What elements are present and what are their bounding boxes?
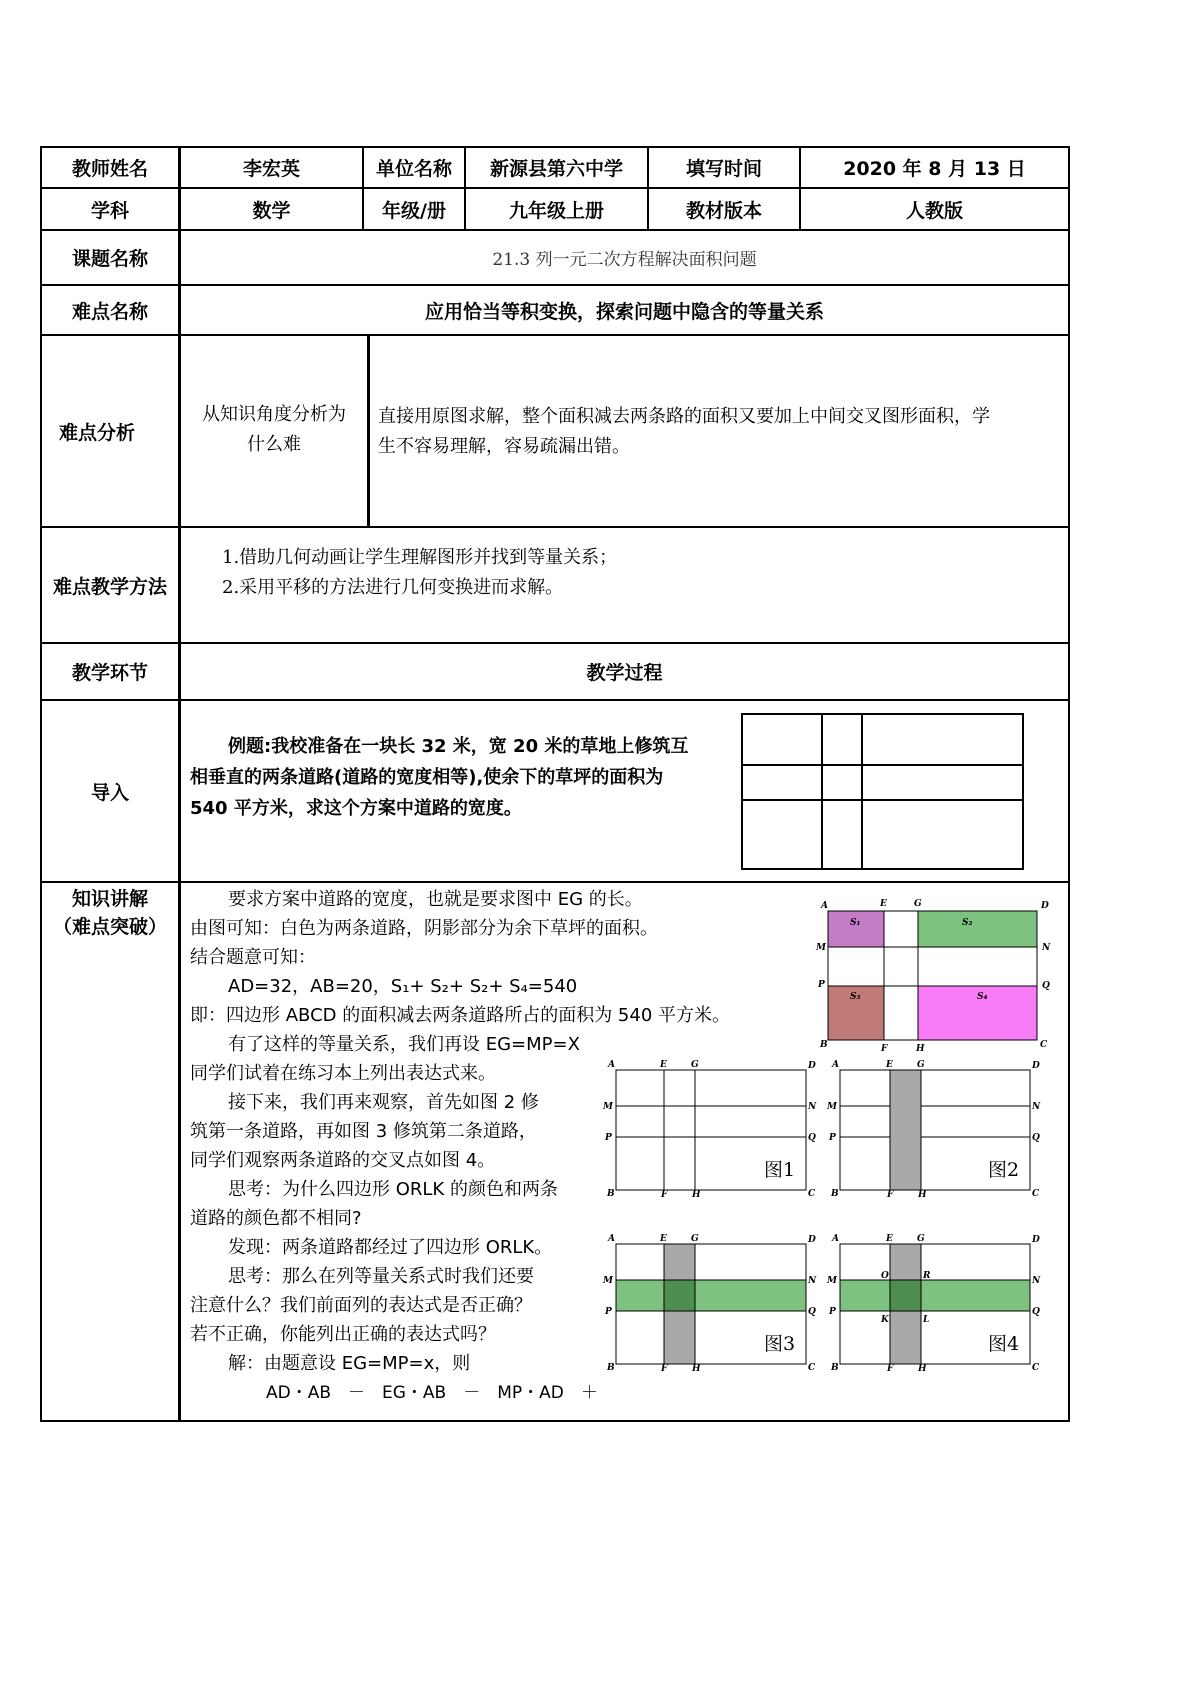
knowledge-line: 有了这样的等量关系，我们再设 EG=MP=X [228,1034,580,1055]
analysis-text-line: 直接用原图求解，整个面积减去两条路的面积又要加上中间交叉图形面积，学 [378,406,990,427]
method-label: 难点教学方法 [52,575,167,598]
intro-diagram [740,712,1026,872]
main-figure [812,895,1052,1055]
point-label: N [1042,943,1051,953]
difficulty-label: 难点名称 [71,300,148,323]
edition-value: 人教版 [905,199,963,222]
figure-label: C [808,1363,816,1373]
subject-label: 学科 [90,199,129,222]
unit-name-value: 新源县第六中学 [489,158,623,180]
figure-label: P [829,1307,836,1317]
figure-caption: 图3 [764,1333,796,1355]
figure-label: G [691,1060,699,1070]
s1-region [828,911,884,947]
figure-label: A [608,1234,615,1244]
teacher-name-value: 李宏英 [242,158,300,180]
figure-label: M [827,1102,837,1112]
s2-region [918,911,1037,947]
figure-label: C [1032,1363,1040,1373]
knowledge-label-line: 知识讲解 [71,888,148,910]
figure-caption: 图4 [988,1333,1020,1355]
figure-label: H [918,1364,927,1374]
table-line [41,881,1070,883]
method-item: 1.借助几何动画让学生理解图形并找到等量关系； [222,547,618,568]
figure-label: L [923,1315,930,1325]
figure-label: R [923,1271,931,1281]
knowledge-line: 道路的颜色都不相同? [190,1208,362,1229]
date-value: 2020 年 8 月 13 日 [843,158,1026,180]
figure-label: G [917,1234,925,1244]
knowledge-line: 要求方案中道路的宽度，也就是要求图中 EG 的长。 [228,889,643,910]
intro-line: 相垂直的两条道路(道路的宽度相等),使余下的草坪的面积为 [190,767,664,788]
figure-label: G [691,1234,699,1244]
intro-line: 例题:我校准备在一块长 32 米，宽 20 米的草地上修筑互 [228,736,689,757]
point-label: H [916,1044,925,1054]
figure-label: P [605,1307,612,1317]
figure-label: B [831,1189,839,1199]
figure-3 [600,1232,815,1372]
point-label: P [818,980,825,990]
figure-label: M [827,1276,837,1286]
figure-label: N [1032,1102,1041,1112]
figure-label: H [918,1190,927,1200]
figure-1 [600,1058,815,1198]
figure-label: Q [1032,1133,1040,1143]
figure-label: N [808,1102,817,1112]
figure-label: P [829,1133,836,1143]
figure-label: B [607,1363,615,1373]
figure-2 [826,1058,1041,1198]
figure-label: D [808,1061,816,1071]
point-label: B [820,1040,828,1050]
figure-label: B [607,1189,615,1199]
figure-4 [826,1232,1041,1372]
knowledge-line: 若不正确，你能列出正确的表达式吗？ [190,1324,496,1345]
knowledge-line: 由图可知：白色为两条道路，阴影部分为余下草坪的面积。 [190,918,658,939]
table-line [41,334,1070,336]
method-list [222,543,617,603]
figure-label: A [608,1060,615,1070]
point-label: D [1041,901,1049,911]
point-label: A [821,901,828,911]
analysis-text [378,402,1068,462]
analysis-label: 难点分析 [58,421,135,444]
difficulty-value: 应用恰当等积变换，探索问题中隐含的等量关系 [424,300,824,323]
figure-label: A [832,1234,839,1244]
table-line [367,334,370,528]
table-line [41,526,1070,528]
figure-label: H [692,1364,701,1374]
knowledge-line: 结合题意可知： [190,947,316,968]
analysis-sub-label-line: 什么难 [247,434,301,455]
figure-label: E [660,1234,667,1244]
figure-label: M [603,1276,613,1286]
point-label: E [880,899,887,909]
figure-label: F [887,1190,894,1200]
figure-label: E [660,1060,667,1070]
figure-label: E [886,1060,893,1070]
analysis-sub-label-line: 从知识角度分析为 [202,404,346,425]
knowledge-line: AD=32，AB=20，S₁+ S₂+ S₂+ S₄=540 [228,976,578,997]
table-border-bottom [41,1420,1070,1422]
figure-label: D [1032,1235,1040,1245]
point-label: Q [1042,981,1050,991]
figure-label: F [887,1364,894,1374]
knowledge-line: 同学们观察两条道路的交叉点如图 4。 [190,1150,496,1171]
unit-name-label: 单位名称 [375,158,452,180]
figure-label: B [831,1363,839,1373]
figure-label: Q [1032,1307,1040,1317]
knowledge-line: 发现：两条道路都经过了四边形 ORLK。 [228,1237,553,1258]
point-label: M [816,943,826,953]
intro-label: 导入 [90,781,129,804]
figure-label: F [661,1190,668,1200]
figure-label: C [808,1189,816,1199]
figure-caption: 图2 [988,1159,1020,1181]
figure-label: D [1032,1061,1040,1071]
table-line [178,146,181,1422]
figure-label: M [603,1102,613,1112]
table-border-right [1068,146,1070,1422]
figure-label: P [605,1133,612,1143]
figure-label: H [692,1190,701,1200]
grade-value: 九年级上册 [508,199,604,222]
figure-label: E [886,1234,893,1244]
figure-label: C [1032,1189,1040,1199]
topic-label: 课题名称 [71,248,148,270]
knowledge-label-line: （难点突破） [52,916,167,938]
figure-label: O [881,1271,889,1281]
point-label: G [914,899,922,909]
process-section-label: 教学环节 [71,662,148,684]
analysis-sub-label [181,400,367,460]
knowledge-line: AD・AB － EG・AB － MP・AD ＋ [266,1383,598,1403]
knowledge-line: 即：四边形 ABCD 的面积减去两条道路所占的面积为 540 平方米。 [190,1005,731,1026]
figure-label: Q [808,1307,816,1317]
intro-line: 540 平方米，求这个方案中道路的宽度。 [190,798,522,819]
method-item: 2.采用平移的方法进行几何变换进而求解。 [222,577,564,598]
figure-label: N [1032,1276,1041,1286]
s1-label: S₁ [850,918,861,928]
analysis-text-line: 生不容易理解，容易疏漏出错。 [378,436,630,457]
s4-label: S₄ [977,992,988,1002]
intro-problem [190,731,688,824]
knowledge-line: 筑第一条道路，再如图 3 修筑第二条道路， [190,1121,537,1142]
figure-label: G [917,1060,925,1070]
figure-label: A [832,1060,839,1070]
knowledge-line: 解：由题意设 EG=MP=x，则 [228,1353,471,1374]
knowledge-line: 思考：那么在列等量关系式时我们还要 [228,1266,534,1287]
edition-label: 教材版本 [685,199,762,222]
knowledge-line: 接下来，我们再来观察，首先如图 2 修 [228,1092,539,1113]
knowledge-line: 思考：为什么四边形 ORLK 的颜色和两条 [228,1179,558,1200]
subject-value: 数学 [252,199,291,222]
point-label: F [881,1044,888,1054]
figure-label: D [808,1235,816,1245]
point-label: C [1040,1040,1048,1050]
grade-label: 年级/册 [382,199,446,222]
figure-label: Q [808,1133,816,1143]
s3-label: S₃ [850,992,861,1002]
knowledge-line: 同学们试着在练习本上列出表达式来。 [190,1063,496,1084]
process-section-title: 教学过程 [586,662,663,684]
figure-label: F [661,1364,668,1374]
knowledge-label [42,885,178,941]
topic-value: 21.3 列一元二次方程解决面积问题 [492,250,757,270]
figure-label: K [881,1315,889,1325]
s2-label: S₂ [962,918,973,928]
date-label: 填写时间 [685,158,762,180]
knowledge-line: 注意什么？我们前面列的表达式是否正确？ [190,1295,532,1316]
figure-label: N [808,1276,817,1286]
figure-caption: 图1 [764,1159,796,1181]
teacher-name-label: 教师姓名 [71,158,148,180]
table-line [41,699,1070,701]
